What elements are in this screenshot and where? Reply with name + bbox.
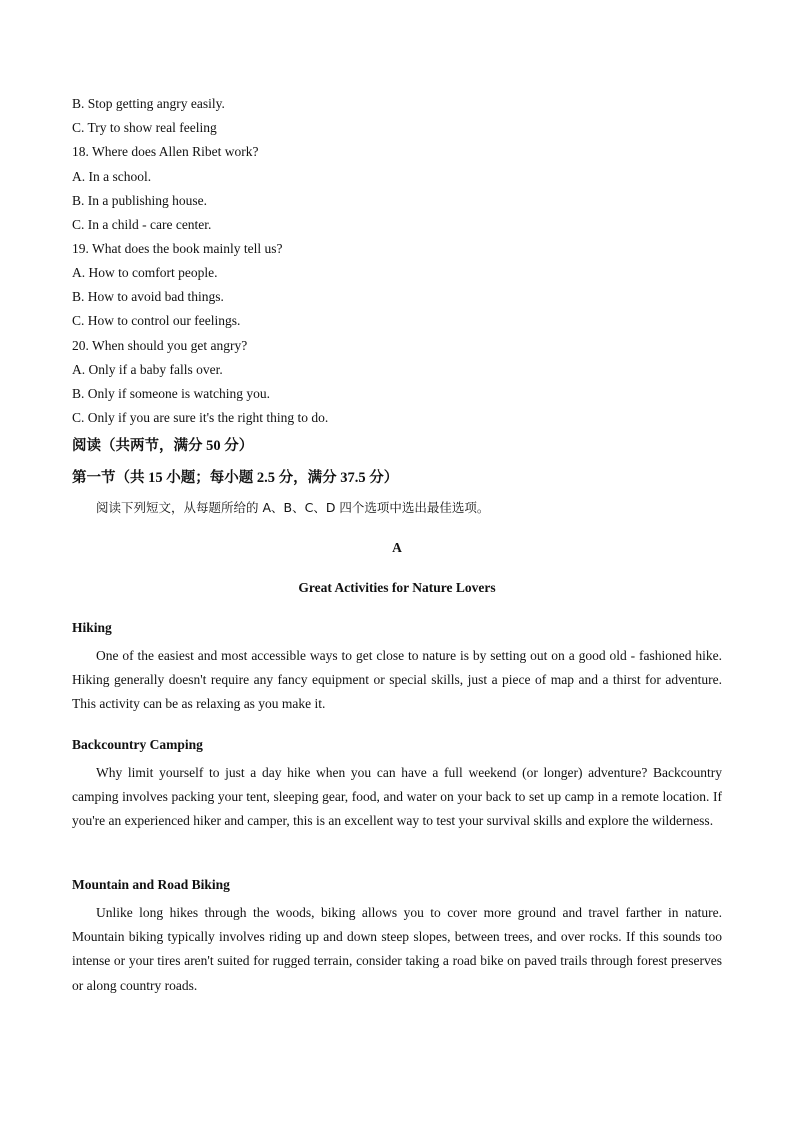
section-heading-biking: Mountain and Road Biking — [72, 877, 230, 892]
question-option: B. In a publishing house. — [72, 193, 207, 208]
section-title: 阅读（共两节，满分 50 分） — [72, 438, 254, 454]
question-option: C. How to control our feelings. — [72, 313, 241, 328]
question-option: B. Only if someone is watching you. — [72, 386, 270, 401]
question-stem: 20. When should you get angry? — [72, 338, 248, 353]
section-heading-hiking: Hiking — [72, 620, 112, 635]
passage-letter: A — [392, 540, 402, 555]
passage-title: Great Activities for Nature Lovers — [298, 580, 496, 595]
question-option: C. In a child - care center. — [72, 217, 212, 232]
question-option: C. Try to show real feeling — [72, 120, 217, 135]
question-option: B. How to avoid bad things. — [72, 289, 224, 304]
question-stem: 19. What does the book mainly tell us? — [72, 241, 283, 256]
instruction-text: 阅读下列短文，从每题所给的 A、B、C、D 四个选项中选出最佳选项。 — [96, 500, 490, 515]
paragraph-biking: Unlike long hikes through the woods, biking allows you to cover more ground and travel farther in nature. Mountain biking typically involves riding up and down steep slopes, between trees, and over rocks. If this sounds too intense or your tires aren't suited for rugged terrain, consider taking a road bike on paved trails through forest preserves or along country roads. — [72, 905, 722, 993]
question-option: A. Only if a baby falls over. — [72, 362, 223, 377]
section-heading-camping: Backcountry Camping — [72, 737, 203, 752]
question-stem: 18. Where does Allen Ribet work? — [72, 144, 259, 159]
question-option: A. In a school. — [72, 169, 152, 184]
subsection-title: 第一节（共 15 小题；每小题 2.5 分，满分 37.5 分） — [72, 470, 399, 486]
question-option: C. Only if you are sure it's the right thing to do. — [72, 410, 329, 425]
paragraph-camping: Why limit yourself to just a day hike when you can have a full weekend (or longer) adventure? Backcountry camping involves packing your tent, sleeping gear, food, and water on your back to set up camp in a remote location. If you're an experienced hiker and camper, this is an excellent way to test your survival skills and explore the wilderness. — [72, 765, 722, 829]
question-option: B. Stop getting angry easily. — [72, 96, 225, 111]
question-option: A. How to comfort people. — [72, 265, 218, 280]
paragraph-hiking: One of the easiest and most accessible ways to get close to nature is by setting out on a good old - fashioned hike. Hiking generally doesn't require any fancy equipment or special skills, just a piece of map and a thirst for adventure. This activity can be as relaxing as you make it. — [72, 648, 722, 712]
